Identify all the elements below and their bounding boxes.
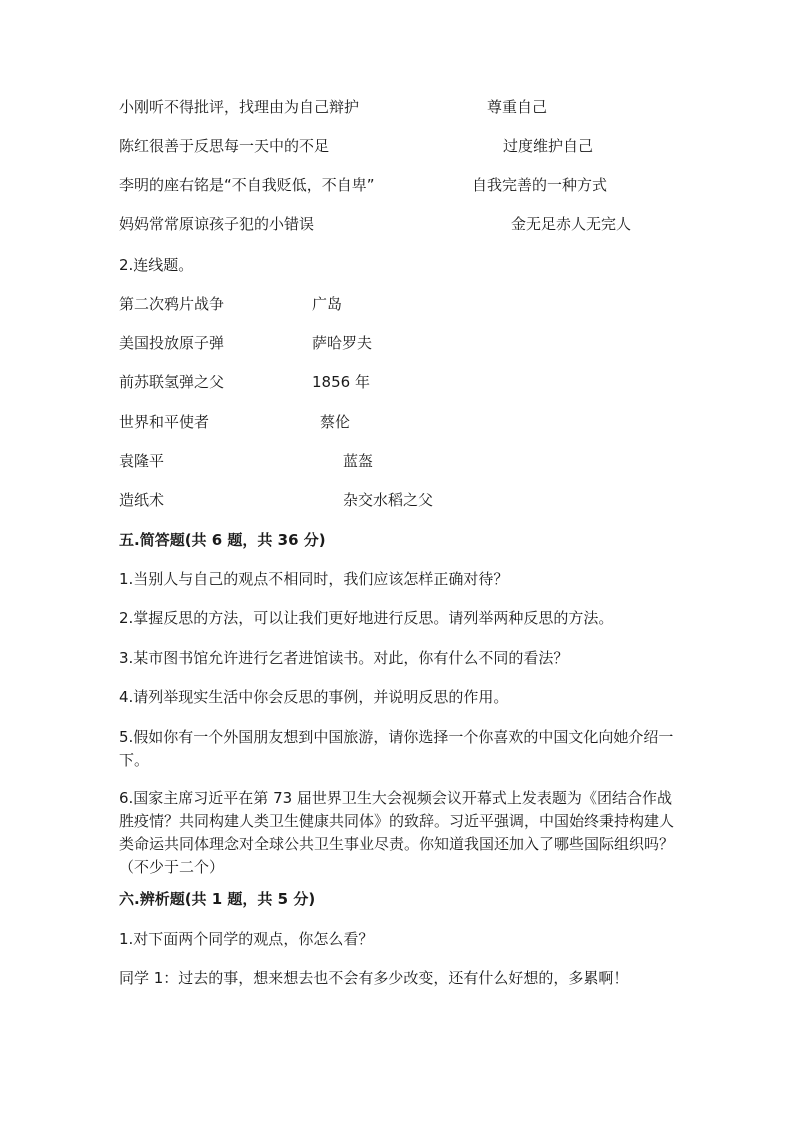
- match2-title: 2.连线题。: [119, 256, 194, 274]
- section5-question-2: 2.掌握反思的方法，可以让我们更好地进行反思。请列举两种反思的方法。: [119, 609, 614, 627]
- match2-right-4: 蔡伦: [320, 413, 351, 431]
- match1-right-4: 金无足赤人无完人: [511, 215, 632, 233]
- match2-left-4: 世界和平使者: [119, 413, 210, 431]
- match2-right-2: 萨哈罗夫: [312, 334, 373, 352]
- match1-left-3: 李明的座右铭是“不自我贬低，不自卑”: [119, 176, 375, 194]
- section6-question-1: 1.对下面两个同学的观点，你怎么看？: [119, 930, 374, 948]
- section5-question-5: 5.假如你有一个外国朋友想到中国旅游，请你选择一个你喜欢的中国文化向她介绍一下。: [119, 728, 674, 769]
- section6-student-1: 同学 1：过去的事，想来想去也不会有多少改变，还有什么好想的，多累啊！: [119, 969, 629, 987]
- section5-question-4: 4.请列举现实生活中你会反思的事例，并说明反思的作用。: [119, 688, 509, 706]
- section5-question-6: 6.国家主席习近平在第 73 届世界卫生大会视频会议开幕式上发表题为《团结合作战胜疫情？共同构建人类卫生健康共同体》的致辞。习近平强调，中国始终秉持构建人类命运共同体理念对全球公共卫生事业尽责。你知道我国还加入了哪些国际组织吗？（不少于二个）: [119, 789, 675, 876]
- section5-question-1: 1.当别人与自己的观点不相同时，我们应该怎样正确对待？: [119, 570, 509, 588]
- match1-left-1: 小刚听不得批评，找理由为自己辩护: [119, 98, 360, 116]
- match2-left-2: 美国投放原子弹: [119, 334, 225, 352]
- match2-left-5: 袁隆平: [119, 452, 165, 470]
- match2-right-3: 1856 年: [312, 373, 370, 391]
- match2-left-3: 前苏联氢弹之父: [119, 373, 225, 391]
- match1-left-4: 妈妈常常原谅孩子犯的小错误: [119, 215, 315, 233]
- match2-left-1: 第二次鸦片战争: [119, 295, 225, 313]
- section5-question-3: 3.某市图书馆允许进行乞者进馆读书。对此，你有什么不同的看法？: [119, 649, 569, 667]
- match1-left-2: 陈红很善于反思每一天中的不足: [119, 137, 330, 155]
- match1-right-1: 尊重自己: [487, 98, 548, 116]
- match2-right-6: 杂交水稻之父: [343, 491, 434, 509]
- match2-left-6: 造纸术: [119, 491, 165, 509]
- match1-right-2: 过度维护自己: [503, 137, 594, 155]
- match2-right-5: 蓝盔: [343, 452, 374, 470]
- section5-heading: 五.简答题(共 6 题，共 36 分): [119, 531, 326, 549]
- match2-right-1: 广岛: [312, 295, 343, 313]
- section6-heading: 六.辨析题(共 1 题，共 5 分): [119, 890, 316, 908]
- match1-right-3: 自我完善的一种方式: [472, 176, 608, 194]
